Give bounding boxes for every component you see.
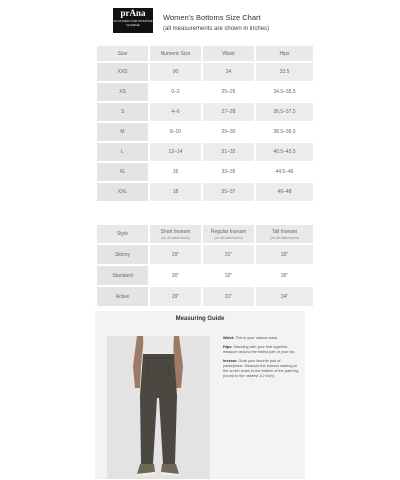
- table-row: [97, 103, 313, 121]
- brand-tagline: CLOTHING FOR POSITIVE CHANGE: [113, 19, 153, 27]
- hips-cell: 33.5: [256, 63, 313, 81]
- numeric-cell: 0–2: [150, 83, 201, 101]
- header-cell: [97, 225, 148, 243]
- tall-cell: 36": [256, 266, 313, 285]
- table-row: [97, 245, 313, 264]
- note-term: Hips:: [223, 345, 233, 349]
- brand-name: prAna: [120, 8, 146, 18]
- size-table-header: [97, 46, 313, 61]
- header-note: (on all waist sizes): [161, 235, 190, 240]
- header-label: Short Inseam: [160, 228, 191, 235]
- style-cell: Skinny: [97, 245, 148, 264]
- hips-cell: 40.5–43.5: [256, 143, 313, 161]
- waist-cell: 25–26: [203, 83, 254, 101]
- page-title: Women's Bottoms Size Chart: [163, 13, 261, 22]
- regular-cell: 31": [203, 287, 254, 306]
- note-term: Waist:: [223, 336, 235, 340]
- table-row: [97, 63, 313, 81]
- inseam-table: [95, 223, 315, 308]
- table-row: [97, 183, 313, 201]
- waist-cell: 29–30: [203, 123, 254, 141]
- note-text: Standing with your feet together, measure around the fullest part of your hip.: [223, 345, 296, 354]
- waist-cell: 31–32: [203, 143, 254, 161]
- size-cell: XXL: [97, 183, 148, 201]
- table-row: [97, 266, 313, 285]
- size-cell: XL: [97, 163, 148, 181]
- header-label: Regular Inseam: [210, 228, 247, 235]
- regular-cell: 31": [203, 245, 254, 264]
- note-text: Grab your favorite pair of pants/jeans. Measure the inseam starting at the crotch seam to the bottom of the pant leg (round to the nearest 1/2 inch).: [223, 359, 299, 378]
- model-figure-illustration: [107, 336, 210, 479]
- note-waist: [223, 336, 301, 341]
- header-cell: [256, 225, 313, 243]
- regular-cell: 32": [203, 266, 254, 285]
- note-inseam: [223, 359, 301, 379]
- hips-cell: 46–48: [256, 183, 313, 201]
- header-cell: Hips: [256, 46, 313, 61]
- hips-cell: 44.5–46: [256, 163, 313, 181]
- header-cell: Waist: [203, 46, 254, 61]
- waist-cell: 27–28: [203, 103, 254, 121]
- short-cell: 29": [150, 287, 201, 306]
- size-cell: XS: [97, 83, 148, 101]
- header-note: (on all waist sizes): [214, 235, 243, 240]
- size-cell: XXS: [97, 63, 148, 81]
- brand-logo: [113, 8, 153, 33]
- header-label: Style: [116, 231, 129, 237]
- page-subtitle: (all measurements are shown in inches): [163, 26, 270, 32]
- tall-cell: 34": [256, 287, 313, 306]
- note-text: This is your natural waist.: [234, 336, 279, 340]
- waist-cell: 33–35: [203, 163, 254, 181]
- table-row: [97, 83, 313, 101]
- table-row: [97, 143, 313, 161]
- header-cell: Numeric Size: [150, 46, 201, 61]
- note-term: Inseam:: [223, 359, 238, 363]
- hips-cell: 34.5–35.5: [256, 83, 313, 101]
- size-cell: S: [97, 103, 148, 121]
- numeric-cell: 12–14: [150, 143, 201, 161]
- numeric-cell: 4–6: [150, 103, 201, 121]
- note-hips: [223, 345, 301, 355]
- hips-cell: 36.5–37.5: [256, 103, 313, 121]
- style-cell: Standard: [97, 266, 148, 285]
- header-cell: Size: [97, 46, 148, 61]
- style-cell: Active: [97, 287, 148, 306]
- waist-cell: 35–37: [203, 183, 254, 201]
- waist-cell: 24: [203, 63, 254, 81]
- table-row: [97, 287, 313, 306]
- numeric-cell: 8–10: [150, 123, 201, 141]
- header-cell: [150, 225, 201, 243]
- header-label: Tall Inseam: [271, 228, 298, 235]
- short-cell: 29": [150, 245, 201, 264]
- header-cell: [203, 225, 254, 243]
- guide-notes: [223, 336, 301, 383]
- size-cell: L: [97, 143, 148, 161]
- model-photo: [107, 336, 210, 479]
- inseam-table-header: [97, 225, 313, 243]
- tall-cell: 33": [256, 245, 313, 264]
- table-row: [97, 123, 313, 141]
- size-cell: M: [97, 123, 148, 141]
- measuring-guide: [95, 311, 305, 479]
- size-table: [95, 44, 315, 203]
- guide-title: Measuring Guide: [175, 316, 225, 322]
- table-row: [97, 163, 313, 181]
- header-note: (on all waist sizes): [270, 235, 299, 240]
- short-cell: 30": [150, 266, 201, 285]
- numeric-cell: 00: [150, 63, 201, 81]
- numeric-cell: 16: [150, 163, 201, 181]
- numeric-cell: 18: [150, 183, 201, 201]
- hips-cell: 38.5–39.5: [256, 123, 313, 141]
